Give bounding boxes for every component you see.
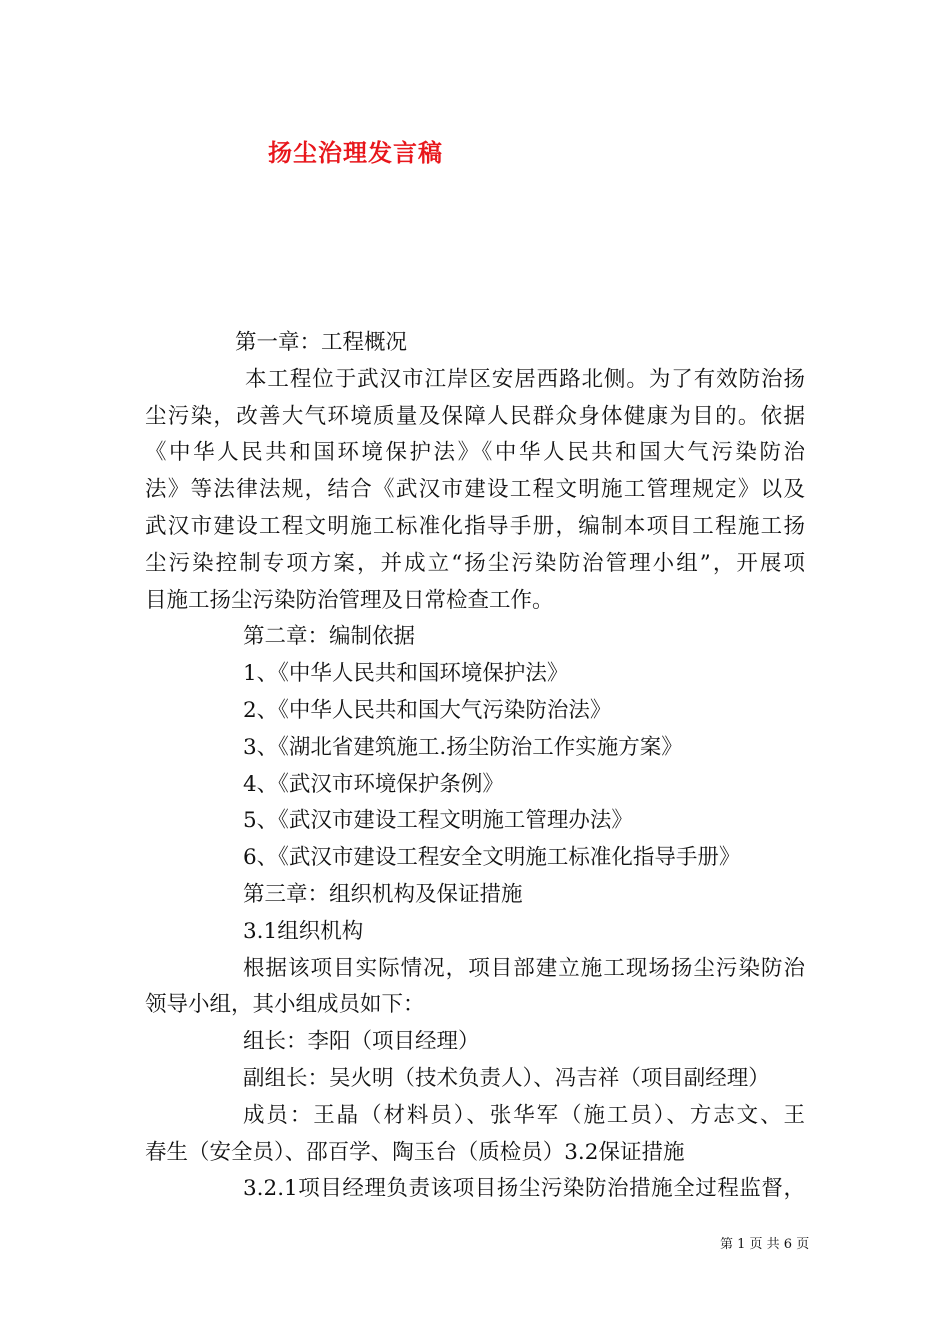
paragraph-line: 根据该项目实际情况，项目部建立施工现场扬尘污染防治 <box>243 955 805 981</box>
paragraph-line: 组长：李阳（项目经理） <box>243 1029 480 1055</box>
paragraph-line: 尘污染，改善大气环境质量及保障人民群众身体健康为目的。依据 <box>145 403 805 429</box>
page-footer: 第 1 页 共 6 页 <box>720 1237 810 1252</box>
paragraph-line: 3.2.1项目经理负责该项目扬尘污染防治措施全过程监督， <box>243 1176 805 1202</box>
paragraph-line: 《中华人民共和国环境保护法》《中华人民共和国大气污染防治 <box>145 440 805 466</box>
paragraph-line: 领导小组，其小组成员如下： <box>145 992 425 1018</box>
chapter-heading: 第三章：组织机构及保证措施 <box>243 881 523 907</box>
chapter-heading: 第二章：编制依据 <box>243 624 416 650</box>
list-item: 2、《中华人民共和国大气污染防治法》 <box>243 697 612 723</box>
list-item: 1、《中华人民共和国环境保护法》 <box>243 661 569 687</box>
paragraph-line: 法》等法律法规，结合《武汉市建设工程文明施工管理规定》以及 <box>145 477 805 503</box>
paragraph-line: 目施工扬尘污染防治管理及日常检查工作。 <box>145 587 554 613</box>
paragraph-line: 本工程位于武汉市江岸区安居西路北侧。为了有效防治扬 <box>245 366 805 392</box>
paragraph-line: 副组长：吴火明（技术负责人）、冯吉祥（项目副经理） <box>243 1065 770 1091</box>
paragraph-line: 尘污染控制专项方案，并成立“扬尘污染防治管理小组”，开展项 <box>145 550 805 576</box>
list-item: 5、《武汉市建设工程文明施工管理办法》 <box>243 808 633 834</box>
paragraph-line: 成员：王晶（材料员）、张华军（施工员）、方志文、王 <box>243 1102 805 1128</box>
document-body <box>145 325 805 1208</box>
chapter-heading: 第一章：工程概况 <box>235 330 408 355</box>
list-item: 4、《武汉市环境保护条例》 <box>243 771 504 797</box>
paragraph-line: 春生（安全员）、邵百学、陶玉台（质检员）3.2保证措施 <box>145 1139 685 1165</box>
paragraph-line: 武汉市建设工程文明施工标准化指导手册，编制本项目工程施工扬 <box>145 513 805 539</box>
section-heading: 3.1组织机构 <box>243 918 364 944</box>
page-title: 扬尘治理发言稿 <box>268 138 443 167</box>
list-item: 3、《湖北省建筑施工.扬尘防治工作实施方案》 <box>243 734 683 760</box>
list-item: 6、《武汉市建设工程安全文明施工标准化指导手册》 <box>243 845 741 871</box>
